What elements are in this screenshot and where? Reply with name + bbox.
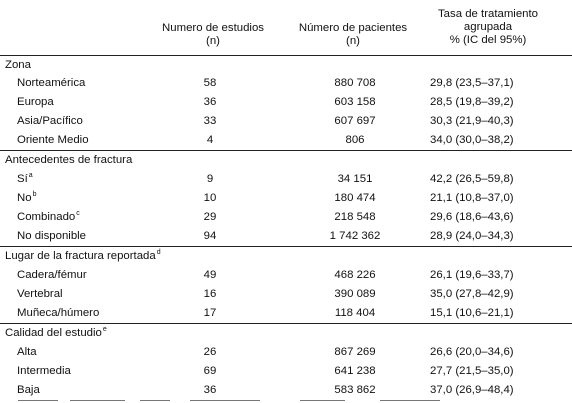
header-studies <box>148 22 278 48</box>
section-title-antecedentes <box>5 151 133 169</box>
section-title-zona <box>5 56 32 74</box>
row-patients: 390 089 <box>334 288 376 300</box>
row-patients: 468 226 <box>334 269 376 281</box>
row-rate: 29,6 (18,6–43,6) <box>430 211 514 223</box>
footnote-marker: d <box>156 249 161 256</box>
row-patients: 806 <box>345 134 365 146</box>
row-label: No disponible <box>17 230 87 242</box>
row-studies: 29 <box>203 211 217 223</box>
row-label: Cadera/fémur <box>17 269 87 281</box>
header-patients <box>283 22 423 48</box>
row-rate: 35,0 (27,8–42,9) <box>430 288 514 300</box>
section-title-text: Lugar de la fractura reportada <box>5 250 156 262</box>
header-studies-unit: (n) <box>206 35 220 47</box>
row-patients: 603 158 <box>334 96 376 108</box>
row-rate: 30,3 (21,9–40,3) <box>430 115 514 127</box>
table-header <box>0 0 572 55</box>
row-label: Asia/Pacífico <box>17 115 83 127</box>
table-row <box>0 362 572 380</box>
header-patients-unit: (n) <box>346 35 360 47</box>
row-rate: 28,5 (19,8–39,2) <box>430 96 514 108</box>
row-studies: 26 <box>203 346 217 358</box>
section-title-text: Calidad del estudio <box>5 327 102 339</box>
row-patients: 118 404 <box>334 307 376 319</box>
row-studies: 94 <box>203 230 217 242</box>
row-patients: 1 742 362 <box>329 230 381 242</box>
row-rate: 26,1 (19,6–33,7) <box>430 269 514 281</box>
cropped-footnote-fragment <box>0 398 572 403</box>
row-studies: 17 <box>203 307 217 319</box>
row-rate: 27,7 (21,5–35,0) <box>430 365 514 377</box>
row-rate: 42,2 (26,5–59,8) <box>430 173 514 185</box>
row-label: Baja <box>17 384 40 396</box>
table-row <box>0 93 572 111</box>
footnote-marker: e <box>102 326 107 333</box>
row-rate: 34,0 (30,0–38,2) <box>430 134 514 146</box>
table-row <box>0 381 572 399</box>
row-label: Muñeca/húmero <box>17 307 100 319</box>
table-row <box>0 170 572 188</box>
header-rate-title: Tasa de tratamiento <box>437 8 539 20</box>
row-patients: 641 238 <box>334 365 376 377</box>
row-rate: 37,0 (26,9–48,4) <box>430 384 514 396</box>
table-row <box>0 304 572 322</box>
row-patients: 180 474 <box>334 192 376 204</box>
table-row <box>0 112 572 130</box>
row-label: Vertebral <box>17 288 63 300</box>
row-studies: 36 <box>203 384 217 396</box>
table-row <box>0 266 572 284</box>
row-label: Europa <box>17 96 54 108</box>
section-title-lugar <box>5 247 161 265</box>
row-label: Alta <box>17 346 37 358</box>
row-patients: 867 269 <box>334 346 376 358</box>
row-label: Combinado$^c$ <box>17 210 80 223</box>
row-patients: 607 697 <box>334 115 376 127</box>
table-row <box>0 208 572 226</box>
row-studies: 58 <box>203 77 217 89</box>
row-studies: 33 <box>203 115 217 127</box>
table-row <box>0 285 572 303</box>
row-studies: 49 <box>203 269 217 281</box>
row-label: Norteamérica <box>17 77 86 89</box>
row-studies: 69 <box>203 365 217 377</box>
row-patients: 34 151 <box>337 173 373 185</box>
row-studies: 16 <box>203 288 217 300</box>
header-rate-unit: % (IC del 95%) <box>449 34 527 46</box>
table-row <box>0 131 572 149</box>
row-studies: 4 <box>206 134 214 146</box>
row-studies: 36 <box>203 96 217 108</box>
row-patients: 880 708 <box>334 77 376 89</box>
header-rate <box>423 8 553 47</box>
section-title-text: Antecedentes de fractura <box>5 154 133 166</box>
row-label: No$^b$ <box>17 191 37 204</box>
row-label: Oriente Medio <box>17 134 89 146</box>
row-label: Intermedia <box>17 365 71 377</box>
row-studies: 9 <box>206 173 214 185</box>
header-patients-title: Número de pacientes <box>298 22 408 34</box>
row-patients: 583 862 <box>334 384 376 396</box>
section-title-calidad <box>5 324 107 342</box>
header-rule <box>0 55 572 56</box>
header-rate-subtitle: agrupada <box>463 21 513 33</box>
table-row <box>0 343 572 361</box>
section-title-text: Zona <box>5 59 31 71</box>
header-studies-title: Numero de estudios <box>162 22 264 34</box>
row-studies: 10 <box>203 192 217 204</box>
table-row <box>0 189 572 207</box>
row-rate: 21,1 (10,8–37,0) <box>430 192 514 204</box>
row-patients: 218 548 <box>334 211 376 223</box>
row-rate: 26,6 (20,0–34,6) <box>430 346 514 358</box>
row-rate: 15,1 (10,6–21,1) <box>430 307 514 319</box>
row-label: $Sí^a$ <box>17 172 33 185</box>
row-rate: 28,9 (24,0–34,3) <box>430 230 514 242</box>
table-row <box>0 227 572 245</box>
row-rate: 29,8 (23,5–37,1) <box>430 77 514 89</box>
table-row <box>0 74 572 92</box>
